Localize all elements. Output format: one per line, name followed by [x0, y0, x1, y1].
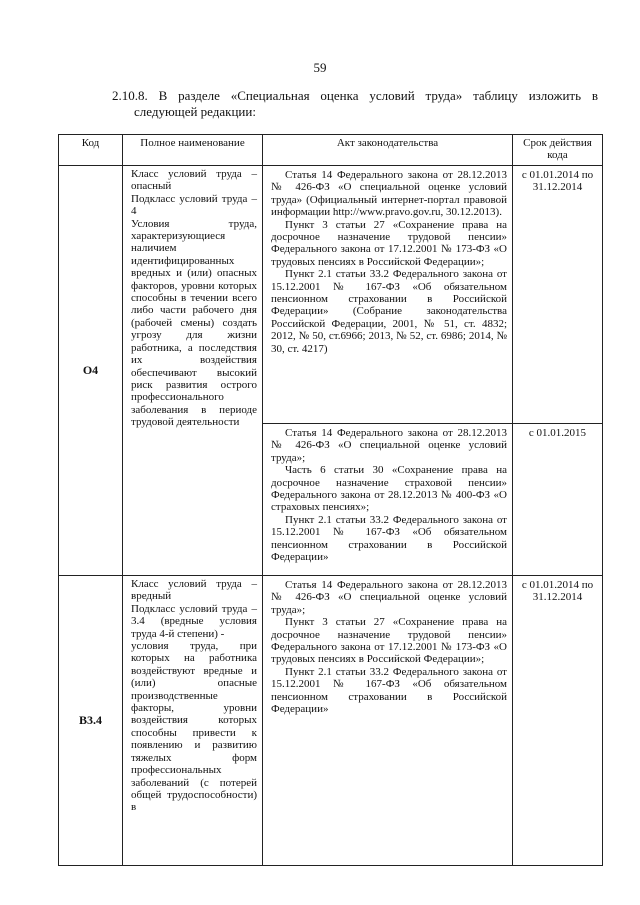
term-cell: с 01.01.2014 по 31.12.2014 — [513, 166, 603, 424]
act-paragraph: Часть 6 статьи 30 «Сохранение права на досрочное назначение страховой пенсии» Федерального закона от 28.12.2013 № 400-ФЗ «О страховых пенсиях»; — [271, 464, 507, 514]
act-paragraph: Пункт 3 статьи 27 «Сохранение права на досрочное назначение трудовой пенсии» Федерального закона от 17.12.2001 № 173-ФЗ «О трудовых пенсиях в Российской Федерации»; — [271, 616, 507, 666]
table-row — [59, 576, 603, 866]
name-line: Условия труда, характеризующиеся наличием идентифицированных вредных и (или) опасных факторов, уровни которых способны в течении всего либо части рабочего дня (рабочей смены) создать угрозу для жизни работника, а последствия их воздействия обеспечивают высокий риск развития острого профессионального заболевания в периоде трудовой деятельности — [131, 217, 257, 429]
act-paragraph: Статья 14 Федерального закона от 28.12.2013 № 426-ФЗ «О специальной оценке условий труда»; — [271, 427, 507, 464]
name-cell — [123, 166, 263, 576]
section-heading — [112, 88, 598, 120]
act-paragraph: Пункт 2.1 статьи 33.2 Федерального закона от 15.12.2001 № 167-ФЗ «Об обязательном пенсионном страховании в Российской Федерации» — [271, 513, 507, 564]
act-paragraph: Пункт 3 статьи 27 «Сохранение права на досрочное назначение трудовой пенсии» Федерального закона от 17.12.2001 № 173-ФЗ «О трудовых пенсиях в Российской Федерации»; — [271, 218, 507, 268]
act-cell — [263, 166, 513, 424]
name-line: Класс условий труда – опасный — [131, 168, 257, 193]
act-cell — [263, 576, 513, 866]
name-line: Подкласс условий труда – 3.4 (вредные условия труда 4-й степени) - — [131, 602, 257, 640]
code-cell: О4 — [59, 166, 123, 576]
header-term: Срок действия кода — [513, 135, 603, 166]
page-number: 59 — [313, 60, 327, 75]
codes-table — [58, 134, 603, 866]
act-paragraph: Пункт 2.1 статьи 33.2 Федерального закона от 15.12.2001 № 167-ФЗ «Об обязательном пенсионном страховании в Российской Федерации» — [271, 665, 507, 716]
name-line: Класс условий труда – вредный — [131, 578, 257, 603]
header-name: Полное наименование — [123, 135, 263, 166]
heading-line-2: следующей редакции: — [134, 104, 256, 119]
act-paragraph: Статья 14 Федерального закона от 28.12.2013 № 426-ФЗ «О специальной оценке условий труда»; — [271, 579, 507, 616]
term-cell: с 01.01.2014 по 31.12.2014 — [513, 576, 603, 866]
heading-line-1: 2.10.8. В разделе «Специальная оценка условий труда» таблицу изложить в — [112, 88, 598, 103]
header-code: Код — [59, 135, 123, 166]
code-cell: В3.4 — [59, 576, 123, 866]
act-paragraph: Пункт 2.1 статьи 33.2 Федерального закона от 15.12.2001 № 167-ФЗ «Об обязательном пенсионном страховании в Российской Федерации» (Собрание законодательства Российской Федерации, 2001, № 51, ст. 4832; 2012, № 50, ст.6966; 2013, № 52, ст. 6986; 2014, № 30, ст. 4217) — [271, 268, 507, 355]
name-cell — [123, 576, 263, 866]
act-paragraph: Статья 14 Федерального закона от 28.12.2013 № 426-ФЗ «О специальной оценке условий труда» (Официальный интернет-портал правовой информации http://www.pravo.gov.ru, 30.12.2013). — [271, 169, 507, 219]
act-cell — [263, 424, 513, 576]
header-act: Акт законодательства — [263, 135, 513, 166]
term-cell: с 01.01.2015 — [513, 424, 603, 576]
table-row — [59, 166, 603, 424]
table-header-row — [59, 135, 603, 166]
name-line: Подкласс условий труда – 4 — [131, 192, 257, 218]
name-line: условия труда, при которых на работника воздействуют вредные и (или) опасные производственные факторы, уровни воздействия которых способны привести к появлению и развитию тяжелых форм профессиональных заболеваний (с потерей общей трудоспособности) в — [131, 640, 257, 814]
